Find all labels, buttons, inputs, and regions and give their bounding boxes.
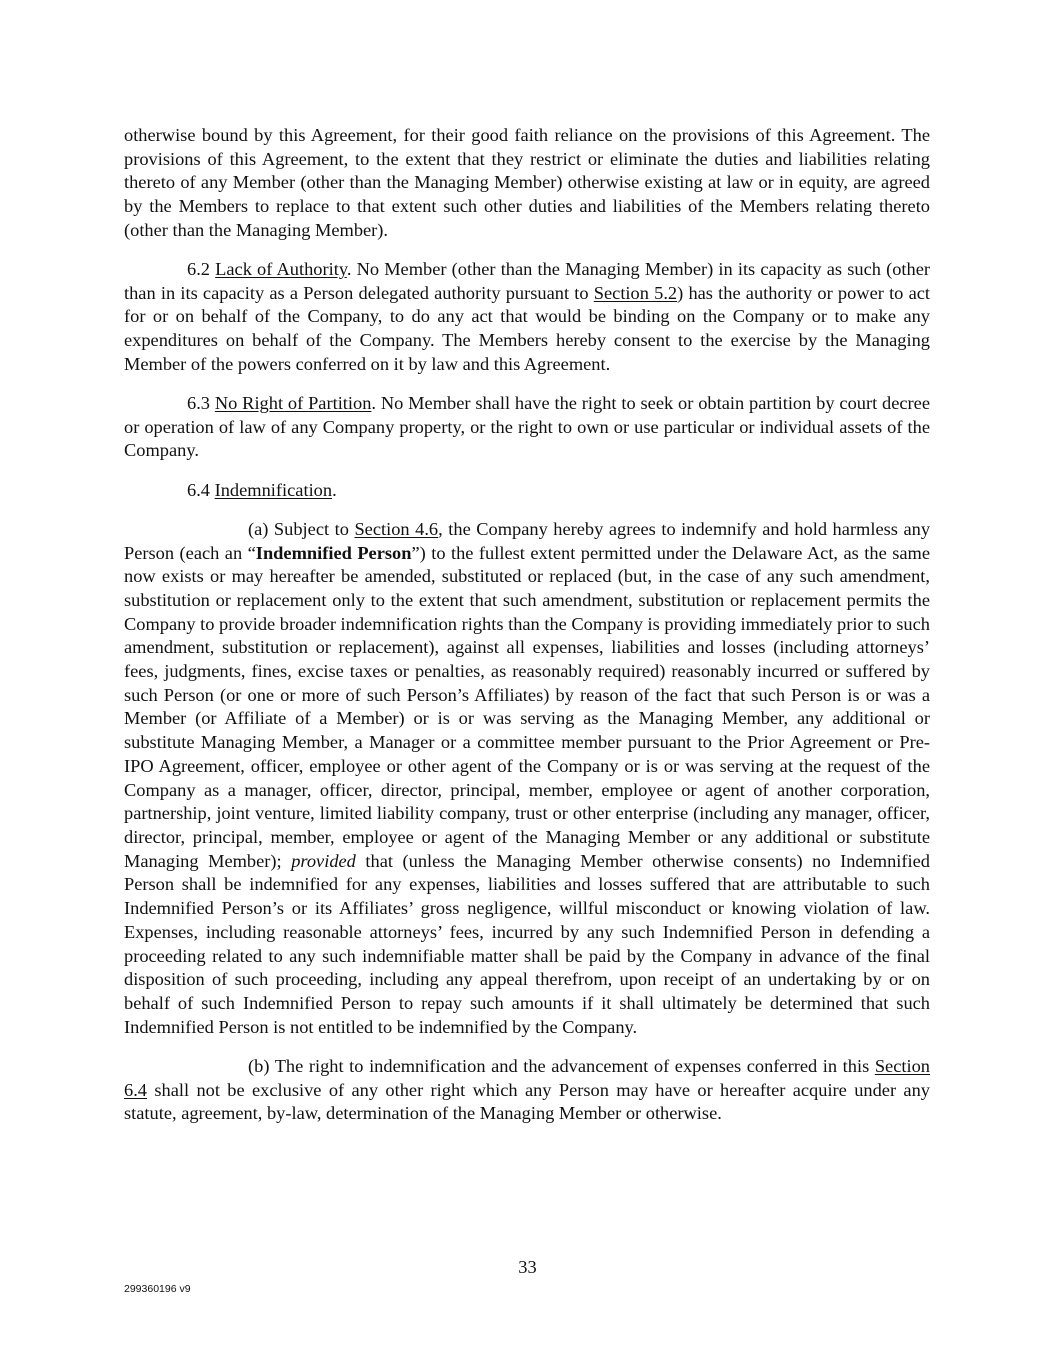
section-number: 6.2 [187,259,210,280]
subsection-label: (a) Subject to [248,518,355,539]
section-heading: Indemnification [214,479,333,500]
section-text: ) has the authority or power to act for or on behalf of the Company, to do any act that would be binding on the Company or to make any expenditures on behalf of the Company. The Members hereby consent to the exercise by the Managing Member of the powers conferred on it by law and this Agreement. [124,282,930,374]
document-body [124,124,930,1141]
cross-reference: Section 6.4 [124,1055,930,1100]
cross-reference: Section 4.6 [354,518,439,539]
defined-term: Indemnified Person [255,542,412,563]
paragraph-continuation [124,124,930,243]
section-6-3 [124,392,930,463]
section-6-4-b [124,1055,930,1126]
section-number: 6.3 [187,393,210,414]
section-text: . No Member (other than the Managing Member) in its capacity as such (other than in its capacity as a Person delegated authority pursuant to [124,259,930,303]
section-6-4 [124,479,930,503]
section-heading: Lack of Authority [215,259,347,280]
paragraph-text: otherwise bound by this Agreement, for their good faith reliance on the provisions of this Agreement. The provisions of this Agreement, to the extent that they restrict or eliminate the duties and liabilities relating thereto of any Member (other than the Managing Member) otherwise existing at law or in equity, are agreed by the Members to replace to that extent such other duties and liabilities of the Members relating thereto (other than the Managing Member). [124,125,930,240]
section-number: 6.4 [187,479,210,500]
section-6-2 [124,258,930,377]
page-number: 33 [518,1257,537,1277]
section-text: ”) to the fullest extent permitted under the Delaware Act, as the same now exists or may hereafter be amended, substituted or replaced (but, in the case of any such amendment, substitution or replacement only to the extent that such amendment, substitution or replacement permits the Company to provide broader indemnification rights than the Company is providing immediately prior to such amendment, substitution or replacement), against all expenses, liabilities and losses (including attorneys’ fees, judgments, fines, excise taxes or penalties, as reasonably required) reasonably incurred or suffered by such Person (or one or more of such Person’s Affiliates) by reason of the fact that such Person is or was a Member (or Affiliate of a Member) or is or was serving as the Managing Member, any additional or substitute Managing Member, a Manager or a committee member pursuant to the Prior Agreement or Pre-IPO Agreement, officer, employee or other agent of the Company or is or was serving at the request of the Company as a manager, officer, director, principal, member, employee or agent of another corporation, partnership, joint venture, limited liability company, trust or other enterprise (including any manager, officer, director, principal, member, employee or agent of the Managing Member or any additional or substitute Managing Member); [124,542,931,871]
section-text: . [332,479,337,500]
section-text: that (unless the Managing Member otherwise consents) no Indemnified Person shall be indemnified for any expenses, liabilities and losses suffered that are attributable to such Indemnified Person’s or its Affiliates’ gross negligence, willful misconduct or knowing violation of law. Expenses, including reasonable attorneys’ fees, incurred by any such Indemnified Person in defending a proceeding related to any such indemnifiable matter shall be paid by the Company in advance of the final disposition of such proceeding, including any appeal therefrom, upon receipt of an undertaking by or on behalf of such Indemnified Person to repay such amounts if it shall ultimately be determined that such Indemnified Person is not entitled to be indemnified by the Company. [124,850,930,1037]
section-text: , the Company hereby agrees to indemnify and hold harmless any Person (each an “ [124,518,931,563]
section-text: shall not be exclusive of any other right which any Person may have or hereafter acquire under any statute, agreement, by-law, determination of the Managing Member or otherwise. [124,1079,930,1124]
section-heading: No Right of Partition [214,393,372,414]
italic-term: provided [291,850,356,871]
document-id: 299360196 v9 [124,1283,191,1295]
cross-reference: Section 5.2 [593,282,678,303]
section-6-4-a [124,518,930,1039]
section-text: . No Member shall have the right to seek or obtain partition by court decree or operation of law of any Company property, or the right to own or use particular or individual assets of the Company. [124,393,931,461]
section-text: (b) The right to indemnification and the advancement of expenses conferred in this [248,1055,875,1076]
